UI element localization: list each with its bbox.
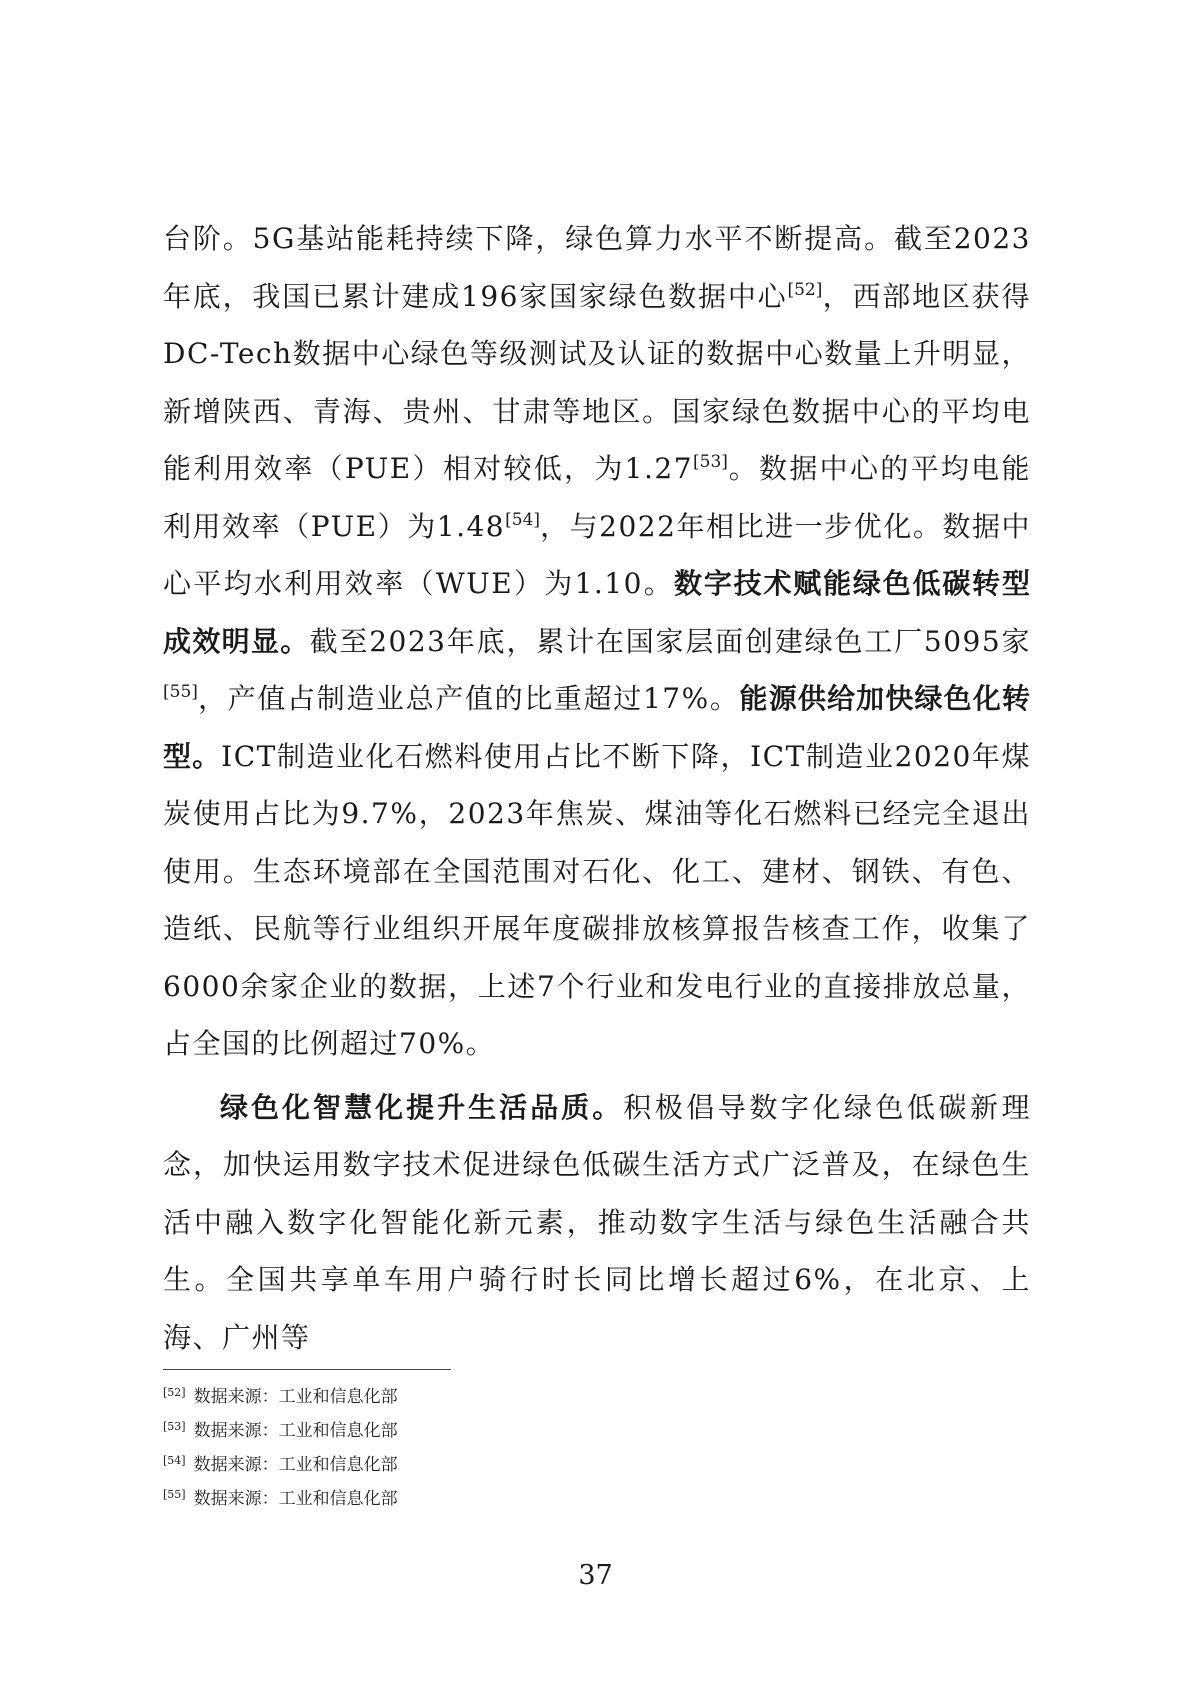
footnote-text: 数据来源：工业和信息化部 [193,1421,398,1441]
footnote-53 [163,1412,398,1446]
paragraph-2 [163,1079,1031,1367]
text-run: 截至2023年底，累计在国家层面创建绿色工厂5095家 [309,624,1031,658]
footnote-number: [55] [163,1488,186,1501]
footnote-52 [163,1378,398,1412]
footnote-ref-52[interactable]: [52] [787,279,823,300]
bold-heading: 能源供给加快绿色化转型。 [163,682,1031,773]
footnote-text: 数据来源：工业和信息化部 [193,1387,398,1407]
footnote-text: 数据来源：工业和信息化部 [193,1455,398,1475]
footnote-ref-55[interactable]: [55] [163,682,198,702]
footnote-54 [163,1446,398,1480]
footnote-text: 数据来源：工业和信息化部 [193,1489,398,1509]
bold-heading: 绿色化智慧化提升生活品质。 [220,1090,624,1124]
bold-heading: 数字技术赋能绿色低碳转型成效明显。 [163,567,1031,658]
page-number: 37 [578,1560,613,1591]
text-run: ，产值占制造业总产值的比重超过17%。 [197,682,740,715]
text-run: 台阶。5G基站能耗持续下降，绿色算力水平不断提高。截至2023年底，我国已累计建成196家国家绿色数据中心 [163,222,1031,313]
footnote-55 [163,1480,398,1514]
footnote-divider [163,1369,451,1370]
footnote-ref-53[interactable]: [53] [693,452,728,472]
footnote-number: [52] [163,1386,186,1399]
text-run: ，与2022年相比进一步优化。数据中心平均水利用效率（WUE）为1.10。 [163,509,1032,600]
footnotes [163,1378,398,1514]
text-run: 积极倡导数字化绿色低碳新理念，加快运用数字技术促进绿色低碳生活方式广泛普及，在绿色生活中融入数字化智能化新元素，推动数字生活与绿色生活融合共生。全国共享单车用户骑行时长同比增长超过6%，在北京、上海、广州等 [163,1090,1031,1354]
text-run: ，西部地区获得DC-Tech数据中心绿色等级测试及认证的数据中心数量上升明显，新增陕西、青海、贵州、甘肃等地区。国家绿色数据中心的平均电能利用效率（PUE）相对较低，为1.27 [163,279,1031,485]
footnote-number: [54] [163,1454,186,1467]
body-text [163,210,1031,1366]
text-run: 。数据中心的平均电能利用效率（PUE）为1.48 [163,452,1031,543]
footnote-ref-54[interactable]: [54] [505,509,541,530]
paragraph-1 [163,210,1031,1073]
footnote-number: [53] [163,1420,186,1433]
text-run: ICT制造业化石燃料使用占比不断下降，ICT制造业2020年煤炭使用占比为9.7%，2023年焦炭、煤油等化石燃料已经完全退出使用。生态环境部在全国范围对石化、化工、建材、钢铁、有色、造纸、民航等行业组织开展年度碳排放核算报告核查工作，收集了6000余家企业的数据，上述7个行业和发电行业的直接排放总量，占全国的比例超过70%。 [163,739,1031,1060]
